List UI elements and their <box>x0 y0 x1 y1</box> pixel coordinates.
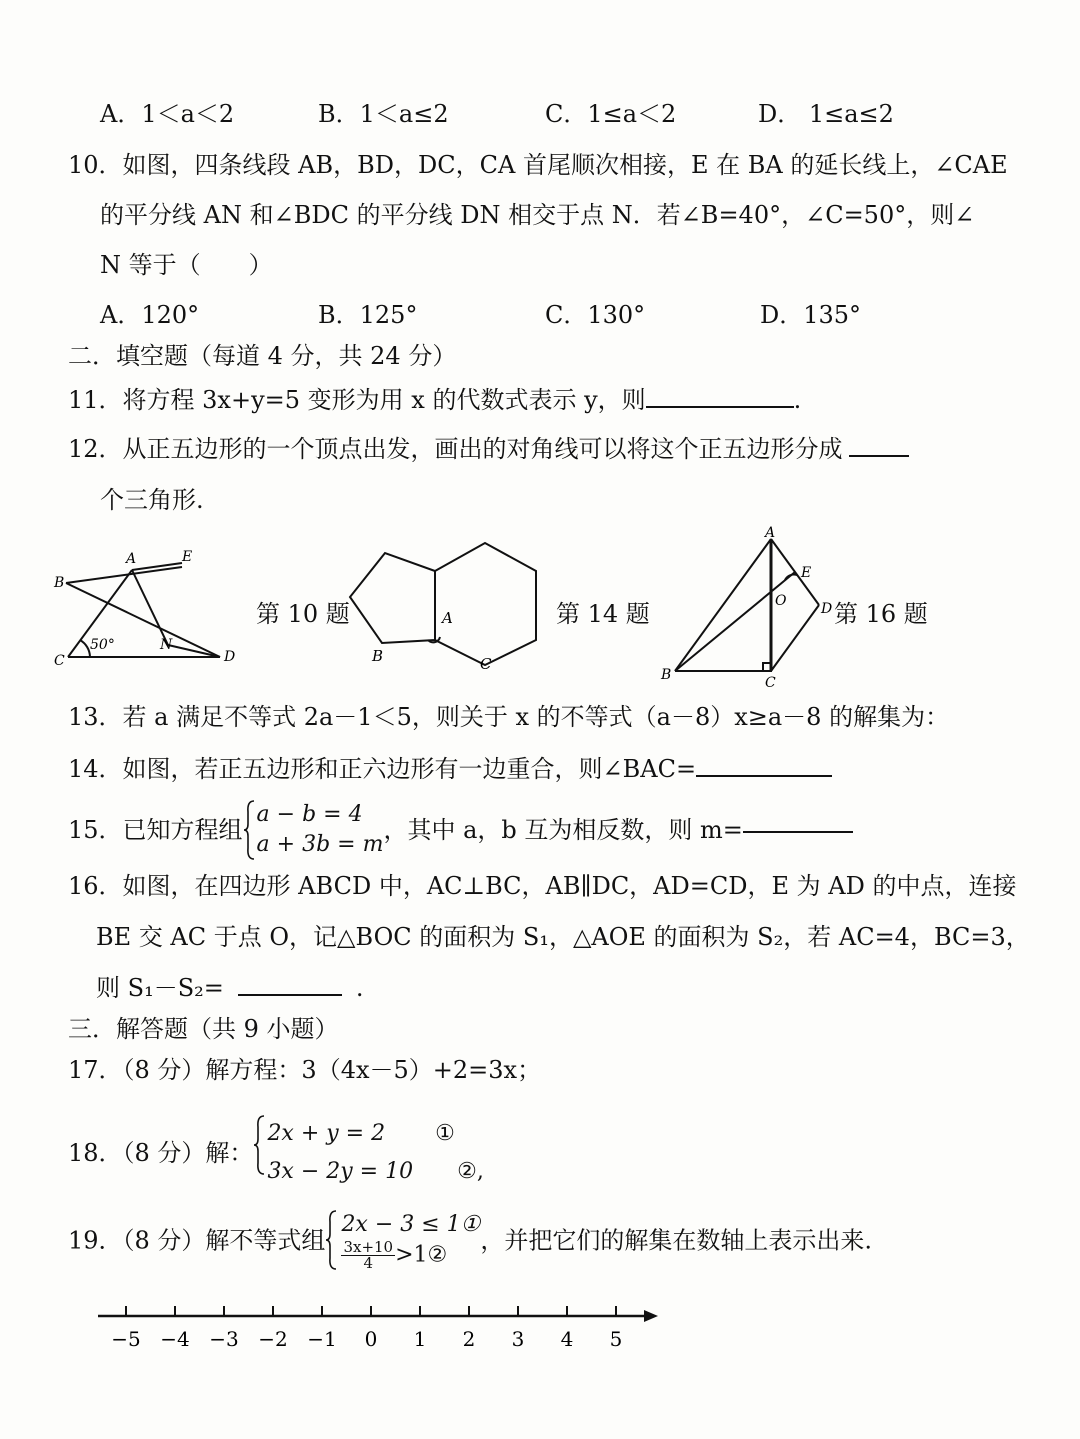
q17: 17．（8 分）解方程：3（4x－5）+2=3x； <box>68 1056 542 1084</box>
q19-fraction-numerator: 3x+10 <box>343 1238 394 1256</box>
q19-prefix: 19．（8 分）解不等式组 <box>68 1226 326 1255</box>
q18-brace <box>253 1115 265 1175</box>
number-line-tick-label: 0 <box>364 1327 378 1351</box>
fig14-label-b: B <box>372 647 384 665</box>
fig14-label-a: A <box>442 609 453 627</box>
q15 <box>68 800 853 860</box>
number-line-tick-label: 5 <box>609 1327 623 1351</box>
q18-mark1: ① <box>435 1121 455 1146</box>
q15-suffix: ，其中 a，b 互为相反数，则 m= <box>383 816 743 844</box>
q11-text: 11．将方程 3x+y=5 变形为用 x 的代数式表示 y，则 <box>68 386 646 414</box>
q18-mark2: ② <box>457 1159 477 1184</box>
q10-option-b: B．125° <box>318 301 418 329</box>
q16-line3 <box>96 976 364 1000</box>
q19-eq2-rest: >1② <box>395 1242 448 1268</box>
fig16-label-a: A <box>765 525 776 541</box>
fig14-caption: 第 14 题 <box>556 600 650 628</box>
q15-answer-blank[interactable] <box>743 827 853 833</box>
q14-answer-blank[interactable] <box>696 771 832 777</box>
q12-answer-blank[interactable] <box>849 451 909 457</box>
q18-system <box>253 1115 483 1191</box>
fig16-line-ab <box>675 539 771 671</box>
q11 <box>68 388 801 412</box>
fig10-label-e: E <box>182 549 193 565</box>
fig16-line-cd <box>771 605 819 671</box>
q10-line2: 的平分线 AN 和∠BDC 的平分线 DN 相交于点 N．若∠B=40°，∠C=50°，则∠ <box>100 201 975 229</box>
fig16-label-d: D <box>821 601 833 617</box>
q19-eq1: 2x − 3 ≤ 1① <box>341 1212 481 1237</box>
section3-heading: 三．解答题（共 9 小题） <box>68 1015 339 1043</box>
number-line[interactable] <box>90 1298 670 1358</box>
q9-option-a: A．1＜a＜2 <box>100 100 235 128</box>
q14 <box>68 757 832 781</box>
figure-14 <box>340 535 550 675</box>
fig10-label-b: B <box>54 575 65 591</box>
q16-line1: 16．如图，在四边形 ABCD 中，AC⊥BC，AB∥DC，AD=CD，E 为 AD 的中点，连接 <box>68 872 1017 900</box>
q12-text: 12．从正五边形的一个顶点出发，画出的对角线可以将这个正五边形分成 <box>68 435 843 463</box>
fig16-label-b: B <box>661 667 672 683</box>
q16-answer-blank[interactable] <box>238 990 342 996</box>
number-line-tick-label: 2 <box>462 1327 476 1351</box>
q16-end: . <box>355 974 364 1002</box>
fig10-label-d: D <box>224 649 236 665</box>
number-line-tick-label: 4 <box>560 1327 574 1351</box>
q18-eq1: 2x + y = 2 <box>267 1121 386 1146</box>
q14-text: 14．如图，若正五边形和正六边形有一边重合，则∠BAC= <box>68 755 697 783</box>
q15-prefix: 15．已知方程组 <box>68 816 243 844</box>
q18-suffix: , <box>476 1159 484 1184</box>
q19-fraction <box>341 1240 395 1271</box>
q15-system <box>243 800 384 860</box>
fig10-label-n: N <box>160 637 173 653</box>
q10-line3: N 等于（ ） <box>100 251 273 279</box>
fig16-label-e: E <box>801 565 812 581</box>
q16-text: 则 S₁－S₂= <box>96 974 224 1002</box>
fig10-angle-arc <box>80 640 90 657</box>
q18-prefix: 18．（8 分）解： <box>68 1139 254 1167</box>
q18-eq2: 3x − 2y = 10 <box>267 1159 414 1184</box>
number-line-tick-label: −2 <box>258 1327 288 1351</box>
q9-option-b: B．1＜a≤2 <box>318 100 449 128</box>
number-line-tick-label: 3 <box>511 1327 525 1351</box>
q11-answer-blank[interactable] <box>646 402 794 408</box>
fig10-caption: 第 10 题 <box>256 600 350 628</box>
number-line-tick-label: 1 <box>413 1327 427 1351</box>
q10-option-a: A．120° <box>100 301 200 329</box>
q13: 13．若 a 满足不等式 2a－1＜5，则关于 x 的不等式（a－8）x≥a－8 的解集为： <box>68 703 950 731</box>
fig16-label-o: O <box>775 593 787 609</box>
q19-system <box>325 1210 480 1271</box>
q19-fraction-denominator: 4 <box>363 1254 374 1272</box>
fig16-caption: 第 16 题 <box>834 600 928 628</box>
fig14-pentagon <box>350 553 435 643</box>
fig10-line-an <box>132 570 168 645</box>
q19 <box>68 1210 872 1271</box>
q12-line1 <box>68 437 909 461</box>
q19-brace <box>325 1210 337 1270</box>
fig14-label-c: C <box>480 655 492 673</box>
q10-line1: 10．如图，四条线段 AB，BD，DC，CA 首尾顺次相接，E 在 BA 的延长线上，∠CAE <box>68 151 1008 179</box>
q10-option-c: C．130° <box>545 301 646 329</box>
number-line-tick-label: −5 <box>111 1327 141 1351</box>
number-line-tick-label: −4 <box>160 1327 190 1351</box>
number-line-tick-label: −1 <box>307 1327 337 1351</box>
fig16-label-c: C <box>765 675 776 690</box>
q15-eq2: a + 3b = m <box>256 832 384 857</box>
q9-option-d: D． 1≤a≤2 <box>758 100 894 128</box>
fig10-label-a: A <box>126 551 137 567</box>
q19-suffix: ，并把它们的解集在数轴上表示出来. <box>480 1226 873 1255</box>
q16-line2: BE 交 AC 于点 O，记△BOC 的面积为 S₁，△AOE 的面积为 S₂，若 AC=4，BC=3， <box>96 923 1030 951</box>
q10-option-d: D．135° <box>760 301 862 329</box>
q15-brace <box>243 800 255 860</box>
number-line-tick-label: −3 <box>209 1327 239 1351</box>
fig14-hexagon <box>435 543 536 665</box>
q11-end: . <box>793 386 802 414</box>
q18 <box>68 1115 484 1191</box>
q12-line2: 个三角形. <box>100 486 204 514</box>
q15-eq1: a − b = 4 <box>256 802 363 827</box>
fig10-line-nd <box>168 645 220 657</box>
figure-16 <box>655 525 835 690</box>
fig10-angle-label: 50° <box>90 637 115 653</box>
section2-heading: 二．填空题（每道 4 分，共 24 分） <box>68 342 457 370</box>
q9-option-c: C．1≤a＜2 <box>545 100 677 128</box>
fig10-label-c: C <box>54 653 65 669</box>
number-line-arrow <box>644 1310 658 1322</box>
figure-10 <box>50 545 250 675</box>
